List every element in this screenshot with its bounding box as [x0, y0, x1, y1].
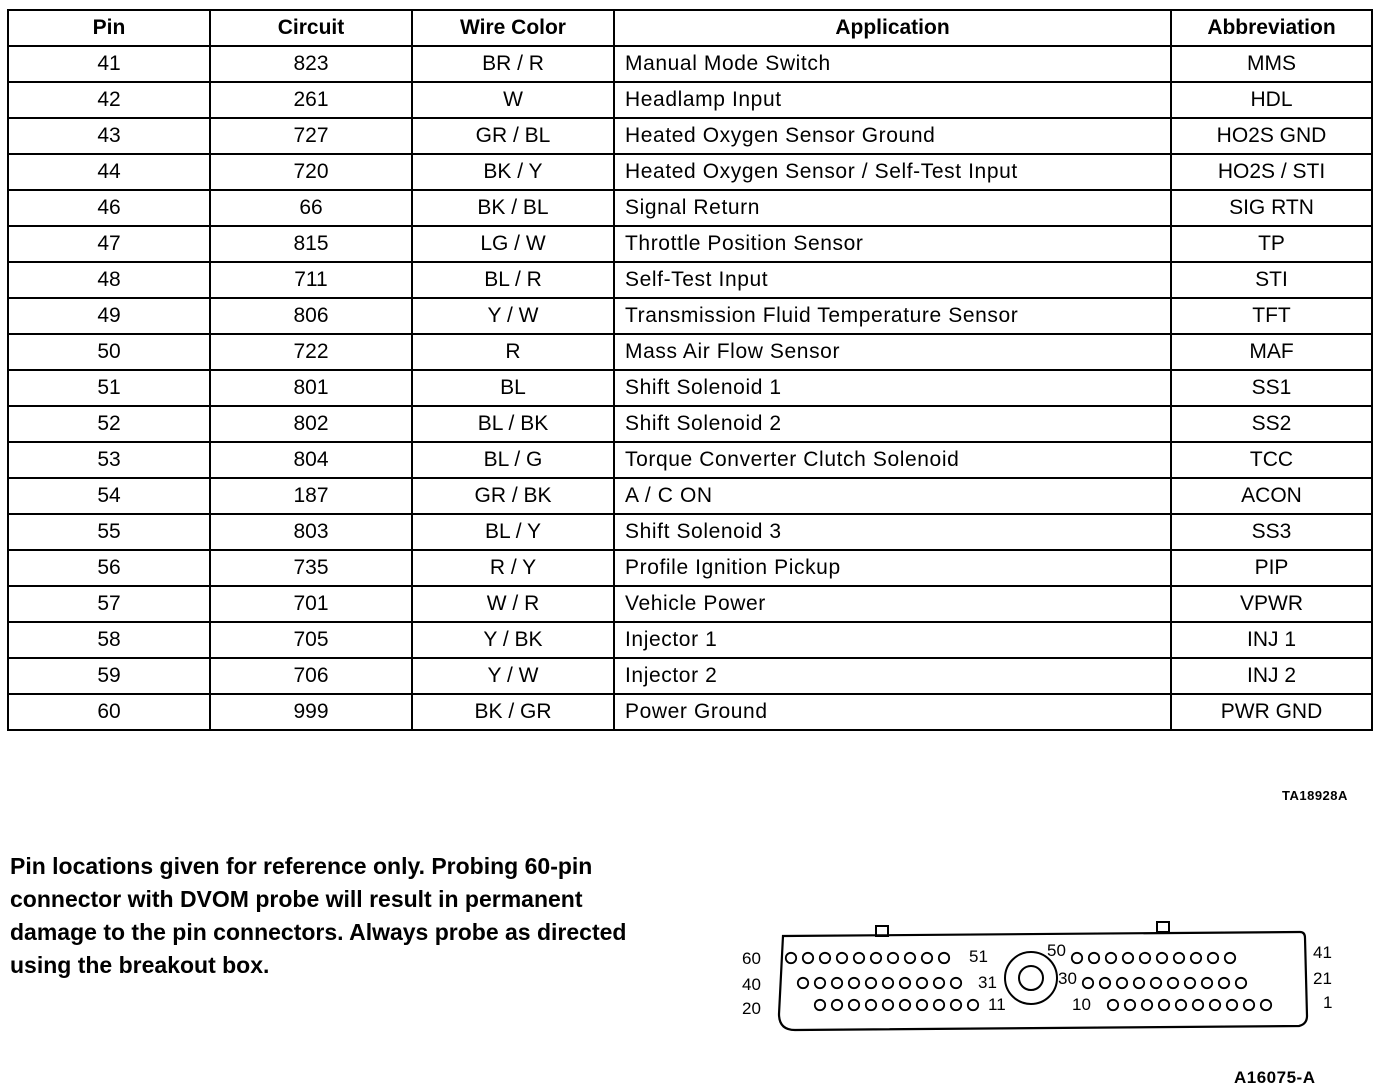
cell-abbreviation: TP: [1171, 226, 1372, 262]
cell-wire-color: GR / BK: [412, 478, 614, 514]
connector-pin: [905, 953, 915, 963]
table-row: [8, 154, 1372, 190]
cell-wire-color: Y / W: [412, 298, 614, 334]
cell-application: Shift Solenoid 2: [614, 406, 1171, 442]
cell-abbreviation: HDL: [1171, 82, 1372, 118]
connector-pin: [820, 953, 830, 963]
table-row: [8, 586, 1372, 622]
connector-pin: [917, 1000, 927, 1010]
figure-code: A16075-A: [1234, 1068, 1316, 1087]
cell-pin: 44: [8, 154, 210, 190]
cell-circuit: 815: [210, 226, 412, 262]
label-31: 31: [978, 973, 997, 992]
label-10: 10: [1072, 995, 1091, 1014]
connector-pin: [1202, 978, 1212, 988]
connector-pin: [1244, 1000, 1254, 1010]
table-row: [8, 550, 1372, 586]
connector-pin: [798, 978, 808, 988]
label-1: 1: [1323, 993, 1333, 1012]
table-row: [8, 442, 1372, 478]
connector-pin: [1174, 953, 1184, 963]
connector-pin: [786, 953, 796, 963]
table-row: [8, 118, 1372, 154]
label-30: 30: [1058, 969, 1077, 988]
cell-application: Manual Mode Switch: [614, 46, 1171, 82]
cell-wire-color: R / Y: [412, 550, 614, 586]
connector-pin: [866, 1000, 876, 1010]
cell-circuit: 722: [210, 334, 412, 370]
connector-pin: [1227, 1000, 1237, 1010]
cell-abbreviation: TCC: [1171, 442, 1372, 478]
connector-pin: [803, 953, 813, 963]
table-row: [8, 370, 1372, 406]
cell-circuit: 801: [210, 370, 412, 406]
cell-circuit: 803: [210, 514, 412, 550]
cell-abbreviation: SS1: [1171, 370, 1372, 406]
cell-wire-color: LG / W: [412, 226, 614, 262]
connector-pin: [1142, 1000, 1152, 1010]
table-figure-code: TA18928A: [1282, 788, 1348, 803]
cell-application: Shift Solenoid 1: [614, 370, 1171, 406]
connector-pin: [1225, 953, 1235, 963]
connector-pin: [1193, 1000, 1203, 1010]
table-row: [8, 298, 1372, 334]
table-row: [8, 190, 1372, 226]
cell-abbreviation: SS2: [1171, 406, 1372, 442]
label-11: 11: [988, 995, 1006, 1014]
table-header-row: [8, 10, 1372, 46]
table-row: [8, 478, 1372, 514]
table-row: [8, 46, 1372, 82]
cell-abbreviation: TFT: [1171, 298, 1372, 334]
connector-pin: [1106, 953, 1116, 963]
cell-abbreviation: SS3: [1171, 514, 1372, 550]
header-application: Application: [614, 10, 1171, 46]
cell-abbreviation: MMS: [1171, 46, 1372, 82]
cell-abbreviation: HO2S / STI: [1171, 154, 1372, 190]
cell-application: Injector 2: [614, 658, 1171, 694]
label-40: 40: [742, 975, 761, 994]
cell-circuit: 705: [210, 622, 412, 658]
connector-pin: [900, 978, 910, 988]
table-row: [8, 694, 1372, 730]
label-20: 20: [742, 999, 761, 1018]
connector-pin: [1168, 978, 1178, 988]
connector-pin: [1089, 953, 1099, 963]
connector-diagram: [735, 918, 1355, 1048]
header-pin: Pin: [8, 10, 210, 46]
cell-abbreviation: STI: [1171, 262, 1372, 298]
connector-pin: [1123, 953, 1133, 963]
connector-pin: [1185, 978, 1195, 988]
cell-wire-color: W / R: [412, 586, 614, 622]
cell-pin: 55: [8, 514, 210, 550]
table-row: [8, 514, 1372, 550]
cell-circuit: 999: [210, 694, 412, 730]
cell-application: Transmission Fluid Temperature Sensor: [614, 298, 1171, 334]
pin-table: [7, 9, 1373, 731]
connector-pin: [866, 978, 876, 988]
cell-pin: 58: [8, 622, 210, 658]
cell-circuit: 706: [210, 658, 412, 694]
cell-application: Self-Test Input: [614, 262, 1171, 298]
cell-pin: 57: [8, 586, 210, 622]
connector-pin: [917, 978, 927, 988]
connector-pin: [849, 1000, 859, 1010]
cell-application: Power Ground: [614, 694, 1171, 730]
connector-pin: [1261, 1000, 1271, 1010]
cell-abbreviation: VPWR: [1171, 586, 1372, 622]
connector-pin: [837, 953, 847, 963]
cell-circuit: 727: [210, 118, 412, 154]
connector-pin: [922, 953, 932, 963]
cell-wire-color: W: [412, 82, 614, 118]
connector-pin: [1100, 978, 1110, 988]
connector-pin: [968, 1000, 978, 1010]
probe-warning-note: Pin locations given for reference only. Probing 60-pin connector with DVOM probe will result in permanent damage to the pin connectors. Always probe as directed using the breakout box.: [10, 853, 627, 978]
cell-pin: 50: [8, 334, 210, 370]
cell-circuit: 187: [210, 478, 412, 514]
cell-application: Throttle Position Sensor: [614, 226, 1171, 262]
cell-abbreviation: SIG RTN: [1171, 190, 1372, 226]
connector-key-right: [1157, 922, 1169, 932]
cell-circuit: 804: [210, 442, 412, 478]
cell-pin: 59: [8, 658, 210, 694]
header-circuit: Circuit: [210, 10, 412, 46]
table-row: [8, 406, 1372, 442]
cell-abbreviation: ACON: [1171, 478, 1372, 514]
label-21: 21: [1313, 969, 1332, 988]
cell-wire-color: Y / BK: [412, 622, 614, 658]
table-row: [8, 622, 1372, 658]
connector-pin: [871, 953, 881, 963]
cell-wire-color: BL / BK: [412, 406, 614, 442]
connector-pin: [832, 1000, 842, 1010]
connector-center-hole: [1019, 966, 1043, 990]
cell-circuit: 802: [210, 406, 412, 442]
cell-pin: 42: [8, 82, 210, 118]
connector-pin: [1083, 978, 1093, 988]
connector-pin: [1108, 1000, 1118, 1010]
label-50: 50: [1047, 941, 1066, 960]
cell-application: Signal Return: [614, 190, 1171, 226]
connector-pin: [1072, 953, 1082, 963]
cell-pin: 49: [8, 298, 210, 334]
cell-abbreviation: PIP: [1171, 550, 1372, 586]
cell-circuit: 66: [210, 190, 412, 226]
cell-wire-color: R: [412, 334, 614, 370]
cell-wire-color: BK / GR: [412, 694, 614, 730]
cell-application: Headlamp Input: [614, 82, 1171, 118]
cell-pin: 52: [8, 406, 210, 442]
connector-pin: [832, 978, 842, 988]
cell-abbreviation: HO2S GND: [1171, 118, 1372, 154]
table-row: [8, 334, 1372, 370]
cell-circuit: 806: [210, 298, 412, 334]
connector-pin: [951, 1000, 961, 1010]
connector-pin: [1210, 1000, 1220, 1010]
cell-pin: 43: [8, 118, 210, 154]
connector-pin: [1140, 953, 1150, 963]
connector-pin: [888, 953, 898, 963]
cell-pin: 41: [8, 46, 210, 82]
connector-pin: [1125, 1000, 1135, 1010]
cell-circuit: 711: [210, 262, 412, 298]
connector-pin: [951, 978, 961, 988]
table-row: [8, 262, 1372, 298]
connector-pin: [1191, 953, 1201, 963]
table-row: [8, 82, 1372, 118]
connector-pin: [1134, 978, 1144, 988]
table-row: [8, 226, 1372, 262]
cell-wire-color: GR / BL: [412, 118, 614, 154]
connector-pin: [1157, 953, 1167, 963]
connector-pin: [815, 1000, 825, 1010]
connector-pin: [883, 1000, 893, 1010]
cell-application: Mass Air Flow Sensor: [614, 334, 1171, 370]
cell-application: Heated Oxygen Sensor Ground: [614, 118, 1171, 154]
connector-pin: [1236, 978, 1246, 988]
cell-pin: 51: [8, 370, 210, 406]
cell-circuit: 735: [210, 550, 412, 586]
connector-pin: [815, 978, 825, 988]
cell-pin: 47: [8, 226, 210, 262]
cell-wire-color: BR / R: [412, 46, 614, 82]
connector-pin: [1159, 1000, 1169, 1010]
connector-pin: [934, 1000, 944, 1010]
cell-circuit: 720: [210, 154, 412, 190]
cell-wire-color: BL: [412, 370, 614, 406]
connector-pin: [849, 978, 859, 988]
cell-pin: 48: [8, 262, 210, 298]
cell-pin: 46: [8, 190, 210, 226]
connector-pins: [786, 953, 1271, 1010]
connector-pin: [1219, 978, 1229, 988]
connector-pin: [1176, 1000, 1186, 1010]
cell-wire-color: BK / BL: [412, 190, 614, 226]
cell-pin: 60: [8, 694, 210, 730]
cell-abbreviation: INJ 2: [1171, 658, 1372, 694]
label-60: 60: [742, 949, 761, 968]
connector-pin: [883, 978, 893, 988]
table-row: [8, 658, 1372, 694]
cell-application: Shift Solenoid 3: [614, 514, 1171, 550]
label-51: 51: [969, 947, 988, 966]
header-wire-color: Wire Color: [412, 10, 614, 46]
cell-application: A / C ON: [614, 478, 1171, 514]
cell-wire-color: BL / G: [412, 442, 614, 478]
connector-pin: [1208, 953, 1218, 963]
connector-pin: [939, 953, 949, 963]
connector-pin: [854, 953, 864, 963]
cell-circuit: 701: [210, 586, 412, 622]
cell-application: Injector 1: [614, 622, 1171, 658]
cell-pin: 53: [8, 442, 210, 478]
cell-application: Heated Oxygen Sensor / Self-Test Input: [614, 154, 1171, 190]
cell-circuit: 261: [210, 82, 412, 118]
cell-abbreviation: PWR GND: [1171, 694, 1372, 730]
cell-circuit: 823: [210, 46, 412, 82]
cell-pin: 54: [8, 478, 210, 514]
connector-pin: [1151, 978, 1161, 988]
cell-wire-color: BK / Y: [412, 154, 614, 190]
cell-application: Profile Ignition Pickup: [614, 550, 1171, 586]
cell-wire-color: BL / Y: [412, 514, 614, 550]
cell-application: Vehicle Power: [614, 586, 1171, 622]
connector-pin: [900, 1000, 910, 1010]
cell-wire-color: Y / W: [412, 658, 614, 694]
cell-application: Torque Converter Clutch Solenoid: [614, 442, 1171, 478]
label-41: 41: [1313, 943, 1332, 962]
cell-wire-color: BL / R: [412, 262, 614, 298]
cell-abbreviation: INJ 1: [1171, 622, 1372, 658]
cell-pin: 56: [8, 550, 210, 586]
connector-pin: [934, 978, 944, 988]
header-abbreviation: Abbreviation: [1171, 10, 1372, 46]
cell-abbreviation: MAF: [1171, 334, 1372, 370]
connector-pin: [1117, 978, 1127, 988]
